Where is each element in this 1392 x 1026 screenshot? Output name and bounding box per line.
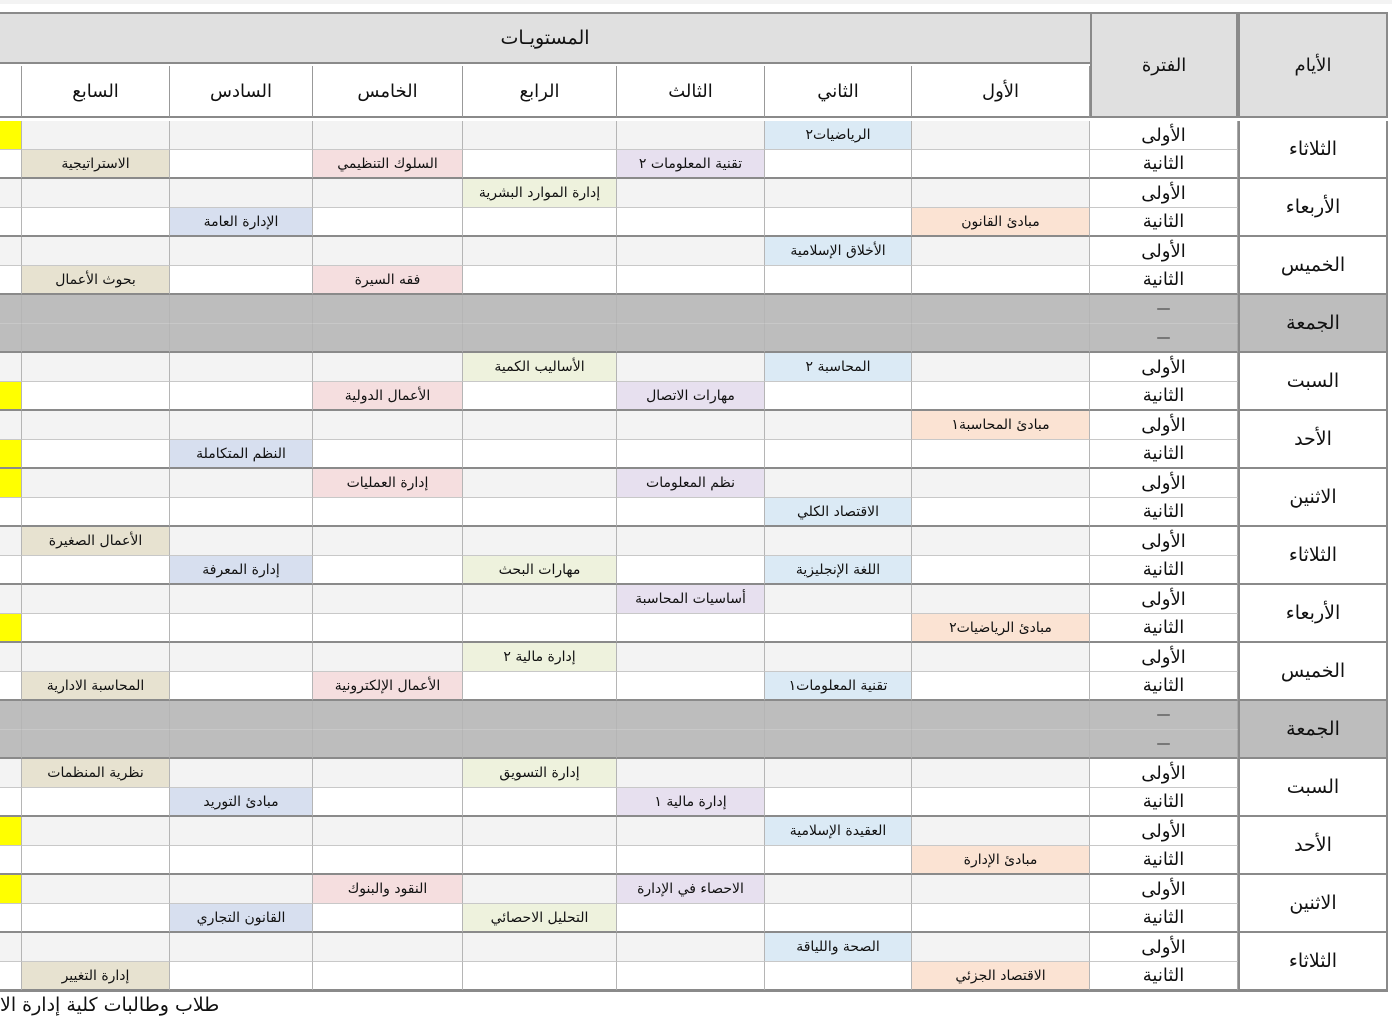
empty-cell — [912, 527, 1090, 556]
empty-cell — [463, 527, 617, 556]
empty-cell — [463, 498, 617, 527]
empty-cell — [170, 411, 313, 440]
empty-cell — [463, 266, 617, 295]
period-cell: الأولى — [1090, 411, 1238, 440]
course-cell: النقود والبنوك — [313, 875, 463, 904]
empty-cell — [463, 411, 617, 440]
edge-cell — [0, 904, 22, 933]
empty-cell — [912, 440, 1090, 469]
level-header-2: الثاني — [765, 66, 912, 118]
empty-cell — [617, 962, 765, 991]
period-cell: الثانية — [1090, 498, 1238, 527]
course-cell: إدارة التسويق — [463, 759, 617, 788]
empty-cell — [22, 730, 170, 759]
period-cell: الثانية — [1090, 672, 1238, 701]
empty-cell — [617, 266, 765, 295]
course-cell: تقنية المعلومات١ — [765, 672, 912, 701]
period-cell: — — [1090, 730, 1238, 759]
empty-cell — [313, 121, 463, 150]
empty-cell — [765, 643, 912, 672]
level-header-3: الثالث — [617, 66, 765, 118]
empty-cell — [617, 556, 765, 585]
edge-cell — [0, 585, 22, 614]
empty-cell — [170, 498, 313, 527]
empty-cell — [765, 788, 912, 817]
period-header: الفترة — [1090, 12, 1238, 118]
empty-cell — [617, 411, 765, 440]
course-cell: الأخلاق الإسلامية — [765, 237, 912, 266]
empty-cell — [313, 295, 463, 324]
empty-cell — [912, 556, 1090, 585]
course-cell: التحليل الاحصائي — [463, 904, 617, 933]
empty-cell — [463, 469, 617, 498]
edge-cell — [0, 498, 22, 527]
period-cell: الثانية — [1090, 962, 1238, 991]
course-cell: مبادئ المحاسبة١ — [912, 411, 1090, 440]
empty-cell — [617, 933, 765, 962]
day-cell: الاثنين — [1238, 469, 1388, 527]
edge-cell — [0, 788, 22, 817]
course-cell: إدارة العمليات — [313, 469, 463, 498]
edge-cell — [0, 730, 22, 759]
edge-cell — [0, 237, 22, 266]
edge-cell — [0, 962, 22, 991]
empty-cell — [22, 353, 170, 382]
empty-cell — [170, 179, 313, 208]
course-cell: العقيدة الإسلامية — [765, 817, 912, 846]
empty-cell — [313, 759, 463, 788]
edge-cell — [0, 672, 22, 701]
empty-cell — [617, 730, 765, 759]
empty-cell — [170, 730, 313, 759]
empty-cell — [170, 237, 313, 266]
empty-cell — [617, 614, 765, 643]
empty-cell — [765, 411, 912, 440]
empty-cell — [912, 179, 1090, 208]
empty-cell — [22, 556, 170, 585]
period-cell: الأولى — [1090, 759, 1238, 788]
empty-cell — [765, 701, 912, 730]
empty-cell — [463, 440, 617, 469]
empty-cell — [765, 614, 912, 643]
course-cell: الاستراتيجية — [22, 150, 170, 179]
empty-cell — [22, 875, 170, 904]
period-cell: الأولى — [1090, 875, 1238, 904]
empty-cell — [313, 411, 463, 440]
period-cell: الثانية — [1090, 382, 1238, 411]
empty-cell — [313, 933, 463, 962]
empty-cell — [170, 585, 313, 614]
day-cell: الثلاثاء — [1238, 527, 1388, 585]
empty-cell — [912, 701, 1090, 730]
empty-cell — [170, 817, 313, 846]
days-header: الأيام — [1238, 12, 1388, 118]
period-cell: الأولى — [1090, 527, 1238, 556]
empty-cell — [912, 324, 1090, 353]
course-cell: مبادئ التوريد — [170, 788, 313, 817]
edge-cell — [0, 324, 22, 353]
level-header-6: السادس — [170, 66, 313, 118]
period-cell: الثانية — [1090, 266, 1238, 295]
empty-cell — [617, 208, 765, 237]
empty-cell — [313, 846, 463, 875]
edge-cell — [0, 266, 22, 295]
period-cell: الأولى — [1090, 933, 1238, 962]
empty-cell — [463, 614, 617, 643]
course-cell: إدارة مالية ١ — [617, 788, 765, 817]
empty-cell — [617, 179, 765, 208]
course-cell: الاقتصاد الكلي — [765, 498, 912, 527]
empty-cell — [22, 846, 170, 875]
course-cell: إدارة مالية ٢ — [463, 643, 617, 672]
course-cell: الصحة واللياقة — [765, 933, 912, 962]
empty-cell — [170, 614, 313, 643]
course-cell: إدارة المعرفة — [170, 556, 313, 585]
empty-cell — [463, 817, 617, 846]
empty-cell — [170, 672, 313, 701]
period-cell: الأولى — [1090, 643, 1238, 672]
empty-cell — [765, 266, 912, 295]
empty-cell — [313, 556, 463, 585]
empty-cell — [170, 846, 313, 875]
course-cell: المحاسبة ٢ — [765, 353, 912, 382]
empty-cell — [313, 904, 463, 933]
period-cell: الأولى — [1090, 353, 1238, 382]
course-cell: الاحصاء في الإدارة — [617, 875, 765, 904]
day-cell: الأحد — [1238, 411, 1388, 469]
empty-cell — [463, 324, 617, 353]
empty-cell — [463, 121, 617, 150]
empty-cell — [463, 962, 617, 991]
course-cell: الإدارة العامة — [170, 208, 313, 237]
empty-cell — [22, 817, 170, 846]
empty-cell — [313, 179, 463, 208]
edge-cell — [0, 527, 22, 556]
table-bottom-border — [0, 990, 1388, 992]
empty-cell — [617, 324, 765, 353]
period-cell: الثانية — [1090, 208, 1238, 237]
empty-cell — [617, 846, 765, 875]
empty-cell — [463, 585, 617, 614]
empty-cell — [22, 237, 170, 266]
empty-cell — [617, 672, 765, 701]
course-cell: النظم المتكاملة — [170, 440, 313, 469]
period-cell: الثانية — [1090, 440, 1238, 469]
empty-cell — [765, 904, 912, 933]
empty-cell — [912, 295, 1090, 324]
course-cell: مبادئ القانون — [912, 208, 1090, 237]
empty-cell — [313, 324, 463, 353]
empty-cell — [912, 730, 1090, 759]
course-cell: نظرية المنظمات — [22, 759, 170, 788]
empty-cell — [765, 208, 912, 237]
empty-cell — [617, 643, 765, 672]
empty-cell — [912, 672, 1090, 701]
empty-cell — [912, 237, 1090, 266]
footer-caption: طلاب وطالبات كلية إدارة الا — [0, 994, 220, 1016]
empty-cell — [765, 382, 912, 411]
day-cell: السبت — [1238, 353, 1388, 411]
course-cell: اللغة الإنجليزية — [765, 556, 912, 585]
day-cell: الثلاثاء — [1238, 933, 1388, 991]
course-cell: الرياضيات٢ — [765, 121, 912, 150]
course-cell: الأعمال الإلكترونية — [313, 672, 463, 701]
empty-cell — [313, 208, 463, 237]
edge-cell — [0, 933, 22, 962]
empty-cell — [912, 469, 1090, 498]
course-cell: الاقتصاد الجزئي — [912, 962, 1090, 991]
day-cell: الأحد — [1238, 817, 1388, 875]
empty-cell — [912, 585, 1090, 614]
empty-cell — [22, 121, 170, 150]
empty-cell — [765, 730, 912, 759]
empty-cell — [765, 846, 912, 875]
empty-cell — [313, 701, 463, 730]
course-cell: أساسيات المحاسبة — [617, 585, 765, 614]
edge-cell — [0, 817, 22, 846]
course-cell: فقه السيرة — [313, 266, 463, 295]
empty-cell — [170, 527, 313, 556]
empty-cell — [313, 788, 463, 817]
level-header-5: الخامس — [313, 66, 463, 118]
levels-header: المستويـات — [0, 12, 1090, 64]
empty-cell — [313, 614, 463, 643]
empty-cell — [463, 788, 617, 817]
day-cell: السبت — [1238, 759, 1388, 817]
empty-cell — [313, 237, 463, 266]
empty-cell — [170, 121, 313, 150]
edge-cell — [0, 556, 22, 585]
level-header-4: الرابع — [463, 66, 617, 118]
empty-cell — [463, 208, 617, 237]
empty-cell — [22, 614, 170, 643]
empty-cell — [765, 527, 912, 556]
day-cell: الخميس — [1238, 237, 1388, 295]
empty-cell — [617, 701, 765, 730]
course-cell: تقنية المعلومات ٢ — [617, 150, 765, 179]
period-cell: الأولى — [1090, 237, 1238, 266]
empty-cell — [22, 701, 170, 730]
level-header-7: السابع — [22, 66, 170, 118]
empty-cell — [765, 179, 912, 208]
empty-cell — [170, 295, 313, 324]
period-cell: الثانية — [1090, 614, 1238, 643]
course-cell: السلوك التنظيمي — [313, 150, 463, 179]
empty-cell — [617, 759, 765, 788]
empty-cell — [463, 701, 617, 730]
period-cell: الأولى — [1090, 585, 1238, 614]
empty-cell — [912, 498, 1090, 527]
empty-cell — [463, 875, 617, 904]
empty-cell — [463, 933, 617, 962]
empty-cell — [313, 962, 463, 991]
empty-cell — [912, 875, 1090, 904]
course-cell: القانون التجاري — [170, 904, 313, 933]
empty-cell — [170, 469, 313, 498]
period-cell: — — [1090, 295, 1238, 324]
empty-cell — [313, 353, 463, 382]
empty-cell — [912, 382, 1090, 411]
empty-cell — [912, 817, 1090, 846]
edge-cell — [0, 208, 22, 237]
empty-cell — [170, 759, 313, 788]
empty-cell — [765, 875, 912, 904]
course-cell: مهارات الاتصال — [617, 382, 765, 411]
empty-cell — [765, 150, 912, 179]
period-cell: الأولى — [1090, 469, 1238, 498]
edge-cell — [0, 295, 22, 324]
period-cell: الأولى — [1090, 179, 1238, 208]
edge-cell — [0, 411, 22, 440]
course-cell: الأعمال الصغيرة — [22, 527, 170, 556]
empty-cell — [617, 440, 765, 469]
level-header-1: الأول — [912, 66, 1090, 118]
period-cell: الثانية — [1090, 846, 1238, 875]
empty-cell — [617, 237, 765, 266]
empty-cell — [463, 382, 617, 411]
empty-cell — [313, 730, 463, 759]
edge-cell — [0, 759, 22, 788]
empty-cell — [313, 527, 463, 556]
empty-cell — [313, 817, 463, 846]
empty-cell — [170, 353, 313, 382]
edge-cell — [0, 121, 22, 150]
period-cell: — — [1090, 324, 1238, 353]
empty-cell — [22, 208, 170, 237]
day-cell: الاثنين — [1238, 875, 1388, 933]
empty-cell — [617, 295, 765, 324]
edge-cell — [0, 382, 22, 411]
empty-cell — [170, 962, 313, 991]
empty-cell — [170, 701, 313, 730]
empty-cell — [617, 121, 765, 150]
empty-cell — [22, 904, 170, 933]
period-cell: الثانية — [1090, 904, 1238, 933]
empty-cell — [617, 353, 765, 382]
edge-cell — [0, 469, 22, 498]
period-cell: الأولى — [1090, 121, 1238, 150]
course-cell: بحوث الأعمال — [22, 266, 170, 295]
empty-cell — [170, 933, 313, 962]
empty-cell — [765, 469, 912, 498]
empty-cell — [22, 179, 170, 208]
course-cell: الأعمال الدولية — [313, 382, 463, 411]
empty-cell — [765, 324, 912, 353]
empty-cell — [22, 324, 170, 353]
period-cell: الثانية — [1090, 150, 1238, 179]
empty-cell — [617, 498, 765, 527]
course-cell: مبادئ الإدارة — [912, 846, 1090, 875]
empty-cell — [912, 121, 1090, 150]
empty-cell — [765, 585, 912, 614]
empty-cell — [912, 266, 1090, 295]
empty-cell — [22, 788, 170, 817]
empty-cell — [22, 440, 170, 469]
edge-cell — [0, 179, 22, 208]
empty-cell — [22, 469, 170, 498]
empty-cell — [765, 295, 912, 324]
period-cell: الأولى — [1090, 817, 1238, 846]
day-cell: الجمعة — [1238, 701, 1388, 759]
period-cell: الثانية — [1090, 788, 1238, 817]
day-cell: الأربعاء — [1238, 585, 1388, 643]
period-cell: الثانية — [1090, 556, 1238, 585]
empty-cell — [22, 643, 170, 672]
course-cell: المحاسبة الادارية — [22, 672, 170, 701]
empty-cell — [617, 817, 765, 846]
empty-cell — [912, 933, 1090, 962]
edge-cell — [0, 875, 22, 904]
edge-cell — [0, 440, 22, 469]
empty-cell — [463, 295, 617, 324]
empty-cell — [617, 527, 765, 556]
empty-cell — [170, 875, 313, 904]
empty-cell — [170, 643, 313, 672]
empty-cell — [22, 498, 170, 527]
edge-cell — [0, 150, 22, 179]
day-cell: الجمعة — [1238, 295, 1388, 353]
day-cell: الخميس — [1238, 643, 1388, 701]
empty-cell — [617, 904, 765, 933]
empty-cell — [765, 759, 912, 788]
edge-cell — [0, 353, 22, 382]
empty-cell — [170, 150, 313, 179]
course-cell: مهارات البحث — [463, 556, 617, 585]
day-cell: الثلاثاء — [1238, 121, 1388, 179]
edge-cell — [0, 614, 22, 643]
empty-cell — [912, 904, 1090, 933]
empty-cell — [463, 237, 617, 266]
empty-cell — [463, 150, 617, 179]
course-cell: نظم المعلومات — [617, 469, 765, 498]
empty-cell — [912, 150, 1090, 179]
edge-cell — [0, 643, 22, 672]
empty-cell — [313, 643, 463, 672]
period-cell: — — [1090, 701, 1238, 730]
empty-cell — [313, 440, 463, 469]
level-header-partial — [0, 66, 22, 118]
empty-cell — [22, 411, 170, 440]
edge-cell — [0, 846, 22, 875]
course-cell: إدارة الموارد البشرية — [463, 179, 617, 208]
empty-cell — [170, 266, 313, 295]
empty-cell — [22, 585, 170, 614]
empty-cell — [463, 846, 617, 875]
empty-cell — [912, 759, 1090, 788]
empty-cell — [313, 585, 463, 614]
empty-cell — [912, 353, 1090, 382]
empty-cell — [313, 498, 463, 527]
empty-cell — [765, 440, 912, 469]
empty-cell — [912, 643, 1090, 672]
course-cell: الأساليب الكمية — [463, 353, 617, 382]
empty-cell — [912, 788, 1090, 817]
empty-cell — [170, 324, 313, 353]
empty-cell — [765, 962, 912, 991]
empty-cell — [463, 672, 617, 701]
empty-cell — [463, 730, 617, 759]
edge-cell — [0, 701, 22, 730]
day-cell: الأربعاء — [1238, 179, 1388, 237]
empty-cell — [22, 295, 170, 324]
empty-cell — [22, 382, 170, 411]
empty-cell — [170, 382, 313, 411]
course-cell: مبادئ الرياضيات٢ — [912, 614, 1090, 643]
empty-cell — [22, 933, 170, 962]
course-cell: إدارة التغيير — [22, 962, 170, 991]
